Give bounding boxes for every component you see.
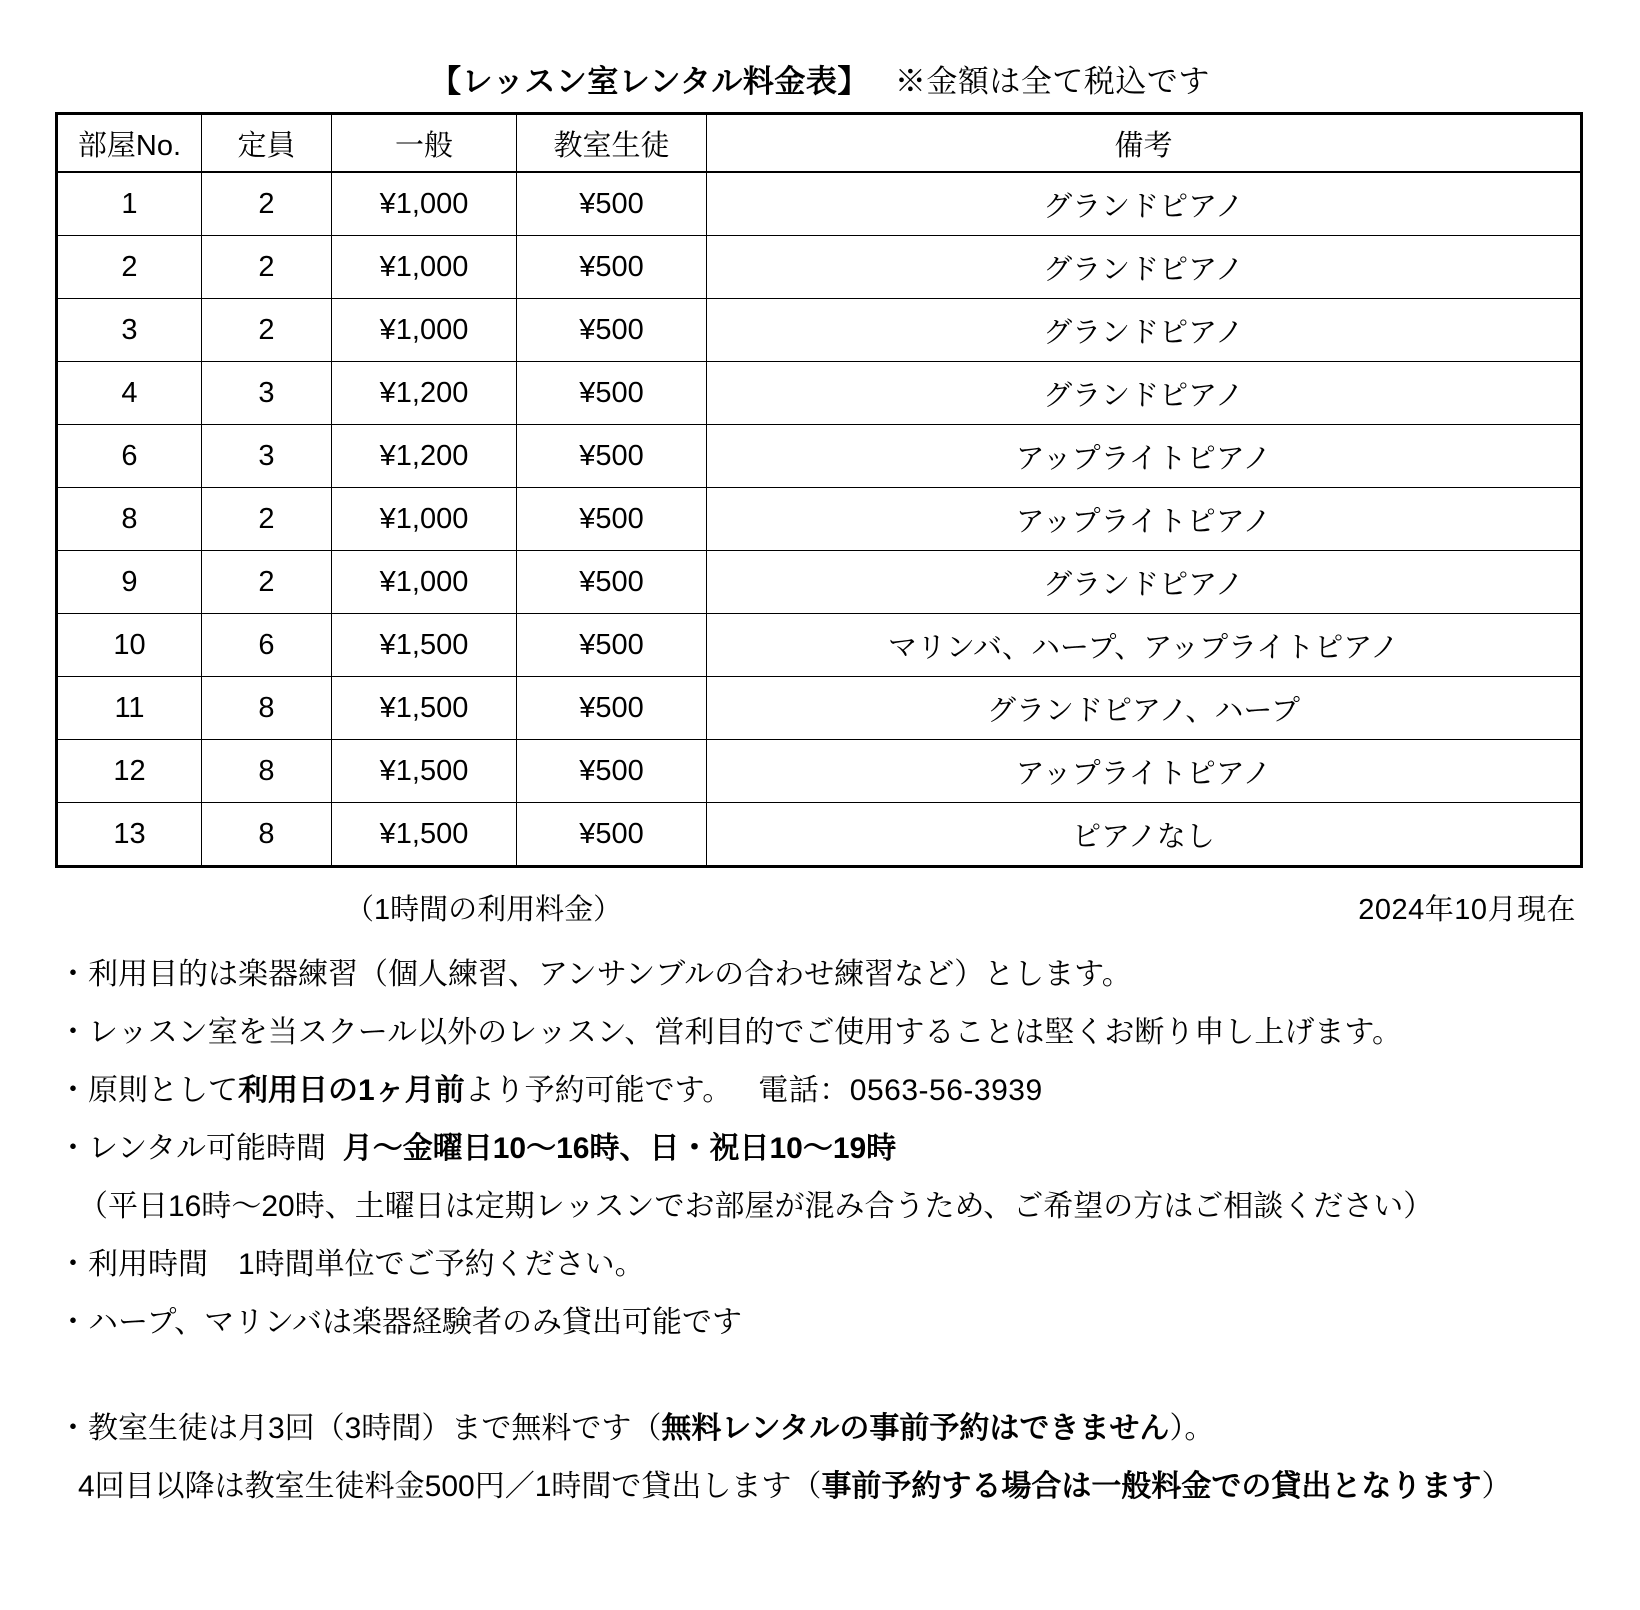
cell-general: ¥1,500 xyxy=(332,677,517,740)
table-body xyxy=(57,172,1582,867)
note-line-student-fourth xyxy=(78,1472,1598,1502)
cell-student: ¥500 xyxy=(517,425,707,488)
cell-room: 13 xyxy=(57,803,202,867)
note-line-purpose: ・利用目的は楽器練習（個人練習、アンサンブルの合わせ練習など）とします。 xyxy=(58,958,1132,991)
cell-student: ¥500 xyxy=(517,172,707,236)
note-line-instrument-experience: ・ハープ、マリンバは楽器経験者のみ貸出可能です xyxy=(58,1306,742,1339)
cell-room: 6 xyxy=(57,425,202,488)
cell-room: 2 xyxy=(57,236,202,299)
cell-capacity: 8 xyxy=(202,740,332,803)
cell-capacity: 3 xyxy=(202,425,332,488)
note-line-hours-detail: （平日16時〜20時、土曜日は定期レッスンでお部屋が混み合うため、ご希望の方はご相談ください） xyxy=(78,1190,1434,1223)
table-header-note: 備考 xyxy=(707,114,1582,173)
table-row xyxy=(57,551,1582,614)
table-row xyxy=(57,362,1582,425)
notes-spacer xyxy=(58,1366,1598,1414)
cell-general: ¥1,500 xyxy=(332,740,517,803)
cell-student: ¥500 xyxy=(517,488,707,551)
table-row xyxy=(57,299,1582,362)
table-row xyxy=(57,236,1582,299)
note-student-fourth-c: ） xyxy=(1481,1470,1512,1503)
cell-note: アップライトピアノ xyxy=(707,488,1582,551)
table-row xyxy=(57,614,1582,677)
table-header-room: 部屋No. xyxy=(57,114,202,173)
notes-block xyxy=(58,960,1598,1530)
table-row xyxy=(57,740,1582,803)
note-hours-label: ・レンタル可能時間 xyxy=(58,1132,327,1165)
note-line-duration: ・利用時間 1時間単位でご予約ください。 xyxy=(58,1248,645,1281)
note-reservation-a: ・原則として xyxy=(58,1074,238,1107)
cell-note: グランドピアノ xyxy=(707,551,1582,614)
note-phone: 電話：0563-56-3939 xyxy=(758,1074,1043,1107)
cell-general: ¥1,000 xyxy=(332,299,517,362)
cell-capacity: 2 xyxy=(202,551,332,614)
table-row xyxy=(57,425,1582,488)
note-reservation-c: より予約可能です。 xyxy=(464,1074,733,1107)
cell-capacity: 3 xyxy=(202,362,332,425)
price-table xyxy=(55,112,1583,868)
cell-student: ¥500 xyxy=(517,803,707,867)
note-line-student-free xyxy=(58,1414,1598,1444)
cell-student: ¥500 xyxy=(517,551,707,614)
note-line-restriction: ・レッスン室を当スクール以外のレッスン、営利目的でご使用することは堅くお断り申し上げます。 xyxy=(58,1016,1402,1049)
table-row xyxy=(57,488,1582,551)
cell-capacity: 2 xyxy=(202,488,332,551)
cell-student: ¥500 xyxy=(517,362,707,425)
cell-student: ¥500 xyxy=(517,236,707,299)
cell-note: グランドピアノ xyxy=(707,362,1582,425)
table-row xyxy=(57,677,1582,740)
cell-capacity: 2 xyxy=(202,172,332,236)
cell-capacity: 8 xyxy=(202,677,332,740)
table-captions xyxy=(55,887,1580,927)
cell-general: ¥1,500 xyxy=(332,803,517,867)
cell-capacity: 6 xyxy=(202,614,332,677)
table-header-capacity: 定員 xyxy=(202,114,332,173)
caption-as-of-date: 2024年10月現在 xyxy=(1358,894,1576,926)
note-student-free-c: ）。 xyxy=(1169,1412,1215,1445)
cell-general: ¥1,000 xyxy=(332,172,517,236)
cell-general: ¥1,200 xyxy=(332,362,517,425)
note-student-free-emphasis: 無料レンタルの事前予約はできません xyxy=(661,1412,1170,1445)
cell-general: ¥1,200 xyxy=(332,425,517,488)
table-header-general: 一般 xyxy=(332,114,517,173)
cell-general: ¥1,000 xyxy=(332,236,517,299)
table-row xyxy=(57,172,1582,236)
cell-note: アップライトピアノ xyxy=(707,425,1582,488)
cell-capacity: 8 xyxy=(202,803,332,867)
cell-capacity: 2 xyxy=(202,236,332,299)
note-line-reservation xyxy=(58,1076,1598,1106)
note-hours-value: 月〜金曜日10〜16時、日・祝日10〜19時 xyxy=(342,1132,897,1165)
caption-hourly-rate: （1時間の利用料金） xyxy=(345,894,623,926)
cell-note: グランドピアノ xyxy=(707,236,1582,299)
cell-room: 4 xyxy=(57,362,202,425)
note-student-fourth-a: 4回目以降は教室生徒料金500円／1時間で貸出します（ xyxy=(78,1470,822,1503)
table-header-student: 教室生徒 xyxy=(517,114,707,173)
note-reservation-emphasis: 利用日の1ヶ月前 xyxy=(238,1074,465,1107)
page-title xyxy=(0,56,1640,101)
cell-capacity: 2 xyxy=(202,299,332,362)
cell-room: 9 xyxy=(57,551,202,614)
cell-note: アップライトピアノ xyxy=(707,740,1582,803)
table-header-row xyxy=(57,114,1582,173)
note-student-free-a: ・教室生徒は月3回（3時間）まで無料です（ xyxy=(58,1412,662,1445)
cell-room: 12 xyxy=(57,740,202,803)
price-table-wrap xyxy=(55,112,1580,868)
cell-general: ¥1,000 xyxy=(332,551,517,614)
cell-student: ¥500 xyxy=(517,614,707,677)
cell-general: ¥1,000 xyxy=(332,488,517,551)
cell-room: 3 xyxy=(57,299,202,362)
cell-student: ¥500 xyxy=(517,740,707,803)
cell-general: ¥1,500 xyxy=(332,614,517,677)
page-title-note: ※金額は全て税込です xyxy=(894,64,1210,99)
note-line-hours xyxy=(58,1134,1598,1164)
cell-note: グランドピアノ xyxy=(707,172,1582,236)
cell-student: ¥500 xyxy=(517,299,707,362)
cell-note: グランドピアノ、ハープ xyxy=(707,677,1582,740)
table-row xyxy=(57,803,1582,867)
cell-note: グランドピアノ xyxy=(707,299,1582,362)
cell-student: ¥500 xyxy=(517,677,707,740)
cell-note: マリンバ、ハープ、アップライトピアノ xyxy=(707,614,1582,677)
note-student-fourth-emphasis: 事前予約する場合は一般料金での貸出となります xyxy=(821,1470,1482,1503)
cell-note: ピアノなし xyxy=(707,803,1582,867)
cell-room: 8 xyxy=(57,488,202,551)
page-title-main: 【レッスン室レンタル料金表】 xyxy=(430,64,869,99)
cell-room: 10 xyxy=(57,614,202,677)
cell-room: 1 xyxy=(57,172,202,236)
cell-room: 11 xyxy=(57,677,202,740)
